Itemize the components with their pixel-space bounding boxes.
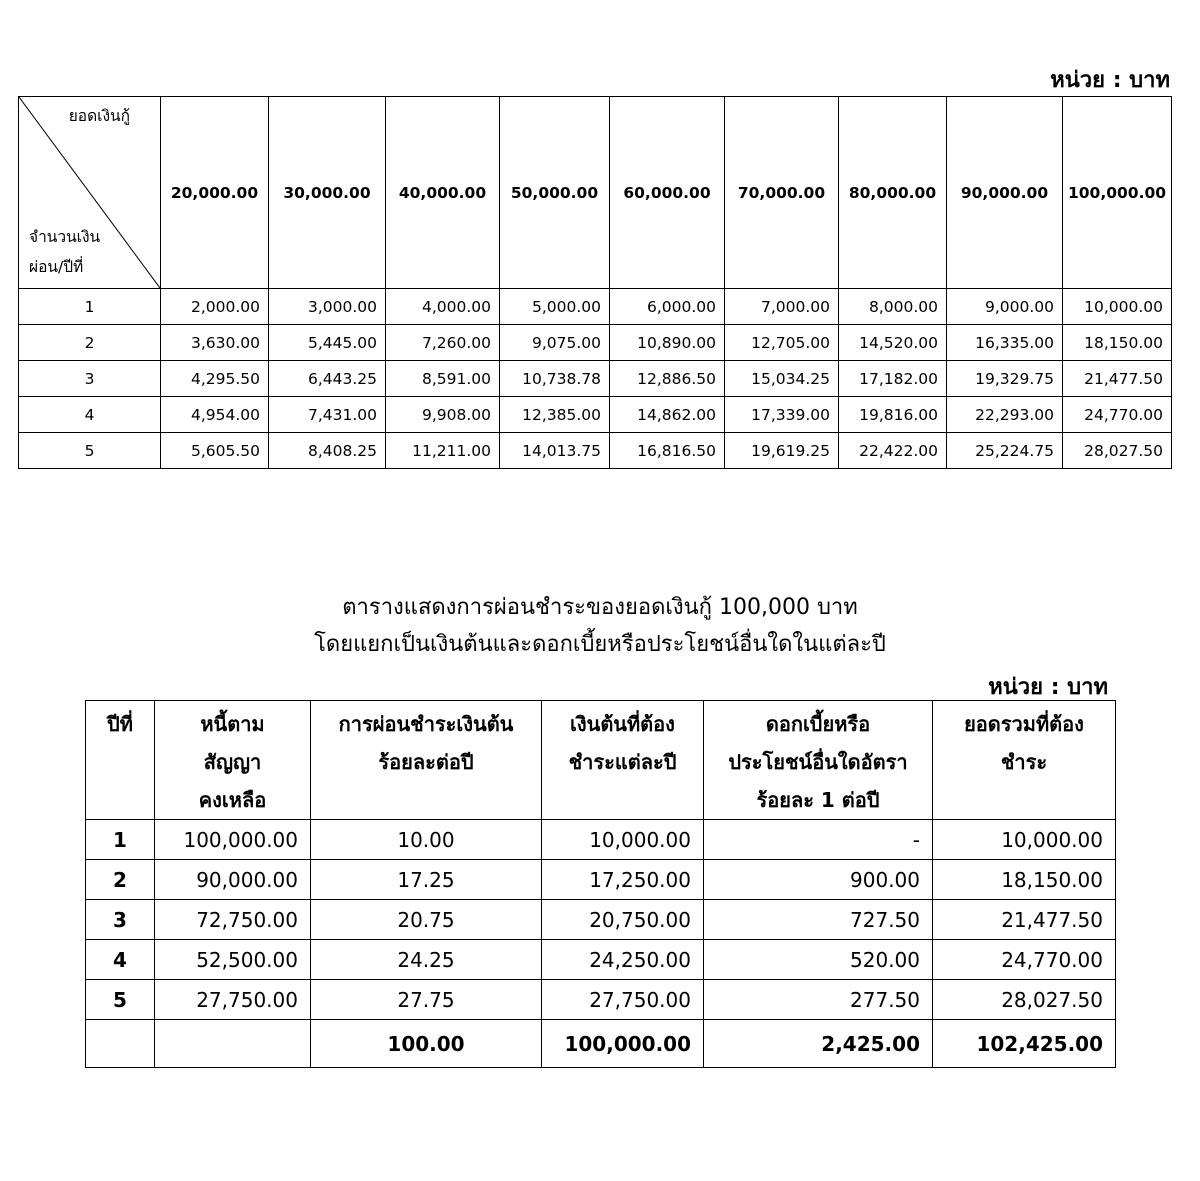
installment-by-loan-table	[18, 96, 1172, 469]
remaining-debt-cell: 52,500.00	[155, 940, 311, 980]
principal-percent-cell: 17.25	[311, 860, 542, 900]
principal-due-cell: 24,250.00	[542, 940, 704, 980]
unit-label: หน่วย : บาท	[1050, 68, 1170, 93]
corner-label-loan: ยอดเงินกู้	[68, 107, 130, 125]
installment-cell: 6,000.00	[610, 289, 725, 325]
installment-cell: 21,477.50	[1063, 361, 1172, 397]
repayment-schedule-table	[85, 700, 1116, 1068]
header-line: ชำระ	[1000, 750, 1048, 774]
total-due-cell: 28,027.50	[933, 980, 1116, 1020]
installment-cell: 9,908.00	[386, 397, 500, 433]
installment-cell: 5,000.00	[500, 289, 610, 325]
table-header-row	[86, 701, 1116, 820]
totals-row	[86, 1020, 1116, 1068]
header-line: ร้อยละต่อปี	[378, 750, 474, 774]
installment-cell: 12,705.00	[725, 325, 839, 361]
interest-cell: -	[704, 820, 933, 860]
year-cell: 4	[86, 940, 155, 980]
installment-cell: 14,013.75	[500, 433, 610, 469]
header-line: ยอดรวมที่ต้อง	[964, 712, 1084, 736]
table-row	[19, 433, 1172, 469]
principal-percent-cell: 10.00	[311, 820, 542, 860]
total-due-cell: 10,000.00	[933, 820, 1116, 860]
principal-due-cell: 17,250.00	[542, 860, 704, 900]
loan-amount-header: 100,000.00	[1063, 97, 1172, 289]
installment-cell: 22,422.00	[839, 433, 947, 469]
year-cell: 3	[86, 900, 155, 940]
installment-cell: 14,862.00	[610, 397, 725, 433]
installment-cell: 7,260.00	[386, 325, 500, 361]
principal-due-cell: 100,000.00	[542, 1020, 704, 1068]
schedule-title-line2: โดยแยกเป็นเงินต้นและดอกเบี้ยหรือประโยชน์อื่นใดในแต่ละปี	[314, 632, 886, 657]
installment-cell: 5,445.00	[269, 325, 386, 361]
loan-amount-header: 90,000.00	[947, 97, 1063, 289]
header-line: ร้อยละ 1 ต่อปี	[756, 788, 880, 812]
installment-cell: 7,000.00	[725, 289, 839, 325]
year-cell: 5	[86, 980, 155, 1020]
installment-cell: 15,034.25	[725, 361, 839, 397]
installment-cell: 6,443.25	[269, 361, 386, 397]
principal-due-cell: 10,000.00	[542, 820, 704, 860]
remaining-debt-cell: 72,750.00	[155, 900, 311, 940]
header-line: คงเหลือ	[198, 788, 267, 812]
corner-label-installment	[29, 222, 100, 282]
loan-amount-header: 30,000.00	[269, 97, 386, 289]
year-cell: 1	[86, 820, 155, 860]
remaining-debt-cell: 90,000.00	[155, 860, 311, 900]
installment-cell: 11,211.00	[386, 433, 500, 469]
principal-due-cell: 27,750.00	[542, 980, 704, 1020]
principal-due-cell: 20,750.00	[542, 900, 704, 940]
header-line: ดอกเบี้ยหรือ	[765, 712, 871, 736]
year-cell: 5	[19, 433, 161, 469]
corner-label-line2: ผ่อน/ปีที่	[29, 258, 84, 276]
unit-label-2: หน่วย : บาท	[988, 675, 1108, 700]
total-due-header	[933, 701, 1116, 820]
installment-cell: 16,816.50	[610, 433, 725, 469]
installment-cell: 12,886.50	[610, 361, 725, 397]
installment-cell: 17,339.00	[725, 397, 839, 433]
table-row	[86, 820, 1116, 860]
header-line: สัญญา	[203, 750, 262, 774]
installment-cell: 3,000.00	[269, 289, 386, 325]
table-row	[86, 940, 1116, 980]
header-line: การผ่อนชำระเงินต้น	[338, 712, 514, 736]
year-cell: 2	[19, 325, 161, 361]
installment-cell: 19,816.00	[839, 397, 947, 433]
header-line: ประโยชน์อื่นใดอัตรา	[728, 750, 908, 774]
installment-cell: 10,738.78	[500, 361, 610, 397]
remaining-debt-cell: 27,750.00	[155, 980, 311, 1020]
schedule-title-line1: ตารางแสดงการผ่อนชำระของยอดเงินกู้ 100,000 บาท	[342, 595, 858, 620]
installment-cell: 8,408.25	[269, 433, 386, 469]
installment-cell: 4,000.00	[386, 289, 500, 325]
principal-percent-cell: 100.00	[311, 1020, 542, 1068]
installment-cell: 4,295.50	[161, 361, 269, 397]
principal-percent-header	[311, 701, 542, 820]
total-due-cell: 18,150.00	[933, 860, 1116, 900]
interest-cell: 277.50	[704, 980, 933, 1020]
table-row	[19, 361, 1172, 397]
installment-cell: 16,335.00	[947, 325, 1063, 361]
table-header-row	[19, 97, 1172, 289]
year-cell	[86, 1020, 155, 1068]
table-row	[86, 860, 1116, 900]
year-cell: 4	[19, 397, 161, 433]
header-line: ปีที่	[107, 712, 133, 736]
installment-cell: 9,075.00	[500, 325, 610, 361]
table-row	[19, 397, 1172, 433]
installment-cell: 5,605.50	[161, 433, 269, 469]
loan-amount-header: 80,000.00	[839, 97, 947, 289]
table-row	[19, 289, 1172, 325]
header-line: หนี้ตาม	[200, 712, 265, 736]
total-due-cell: 102,425.00	[933, 1020, 1116, 1068]
corner-label-line1: จำนวนเงิน	[29, 228, 101, 246]
installment-cell: 10,000.00	[1063, 289, 1172, 325]
corner-header-cell	[19, 97, 161, 289]
principal-percent-cell: 27.75	[311, 980, 542, 1020]
loan-amount-header: 20,000.00	[161, 97, 269, 289]
installment-cell: 17,182.00	[839, 361, 947, 397]
year-cell: 3	[19, 361, 161, 397]
installment-cell: 3,630.00	[161, 325, 269, 361]
loan-amount-header: 60,000.00	[610, 97, 725, 289]
installment-cell: 2,000.00	[161, 289, 269, 325]
installment-cell: 14,520.00	[839, 325, 947, 361]
installment-cell: 9,000.00	[947, 289, 1063, 325]
installment-cell: 10,890.00	[610, 325, 725, 361]
year-cell: 2	[86, 860, 155, 900]
installment-cell: 24,770.00	[1063, 397, 1172, 433]
header-line: ชำระแต่ละปี	[568, 750, 677, 774]
remaining-debt-cell: 100,000.00	[155, 820, 311, 860]
installment-cell: 12,385.00	[500, 397, 610, 433]
interest-cell: 900.00	[704, 860, 933, 900]
table-row	[86, 980, 1116, 1020]
installment-cell: 19,329.75	[947, 361, 1063, 397]
installment-cell: 22,293.00	[947, 397, 1063, 433]
principal-percent-cell: 20.75	[311, 900, 542, 940]
interest-cell: 520.00	[704, 940, 933, 980]
total-due-cell: 24,770.00	[933, 940, 1116, 980]
installment-cell: 19,619.25	[725, 433, 839, 469]
table-row	[19, 325, 1172, 361]
remaining-debt-header	[155, 701, 311, 820]
installment-cell: 7,431.00	[269, 397, 386, 433]
loan-amount-header: 50,000.00	[500, 97, 610, 289]
interest-cell: 727.50	[704, 900, 933, 940]
installment-cell: 8,000.00	[839, 289, 947, 325]
installment-cell: 28,027.50	[1063, 433, 1172, 469]
principal-percent-cell: 24.25	[311, 940, 542, 980]
total-due-cell: 21,477.50	[933, 900, 1116, 940]
year-header	[86, 701, 155, 820]
loan-amount-header: 70,000.00	[725, 97, 839, 289]
installment-cell: 4,954.00	[161, 397, 269, 433]
loan-amount-header: 40,000.00	[386, 97, 500, 289]
header-line: เงินต้นที่ต้อง	[570, 712, 675, 736]
remaining-debt-cell	[155, 1020, 311, 1068]
installment-cell: 18,150.00	[1063, 325, 1172, 361]
table-row	[86, 900, 1116, 940]
installment-cell: 25,224.75	[947, 433, 1063, 469]
principal-due-header	[542, 701, 704, 820]
installment-cell: 8,591.00	[386, 361, 500, 397]
interest-header	[704, 701, 933, 820]
year-cell: 1	[19, 289, 161, 325]
interest-cell: 2,425.00	[704, 1020, 933, 1068]
